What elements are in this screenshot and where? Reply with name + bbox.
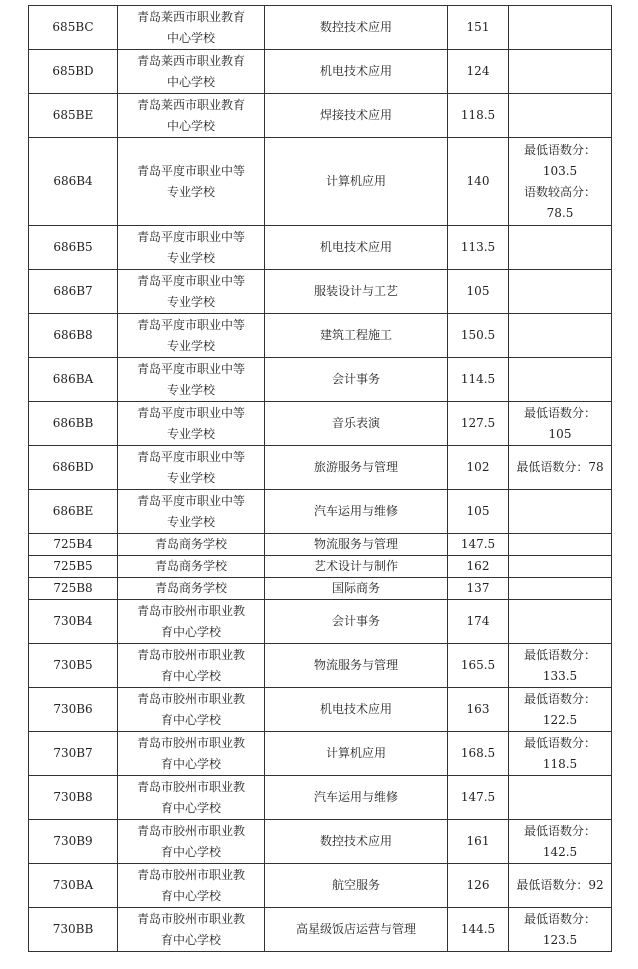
program-code-cell: 730B7 [29, 732, 118, 776]
major-name-cell: 计算机应用 [265, 732, 448, 776]
note-cell [509, 578, 612, 600]
school-name-line: 青岛市胶州市职业教 [136, 691, 245, 706]
school-name-cell [118, 600, 265, 644]
school-name-cell [118, 6, 265, 50]
table-row [29, 600, 612, 644]
note-cell: 最低语数分： 103.5 语数较高分： 78.5 [509, 138, 612, 226]
table-row [29, 490, 612, 534]
school-name-line: 育中心学校 [160, 888, 221, 903]
school-name-cell [118, 534, 265, 556]
note-cell: 最低语数分： 133.5 [509, 644, 612, 688]
program-code-cell: 685BC [29, 6, 118, 50]
min-score-cell: 147.5 [448, 776, 509, 820]
major-name-cell: 汽车运用与维修 [265, 490, 448, 534]
school-name-line: 专业学校 [166, 382, 215, 397]
note-cell: 最低语数分：92 [509, 864, 612, 908]
program-code-cell: 686B4 [29, 138, 118, 226]
table-row [29, 534, 612, 556]
school-name-line: 育中心学校 [160, 800, 221, 815]
program-code-cell: 686BB [29, 402, 118, 446]
major-name-cell: 焊接技术应用 [265, 94, 448, 138]
school-name-line: 青岛商务学校 [154, 559, 227, 573]
note-cell [509, 270, 612, 314]
school-name-line: 中心学校 [166, 118, 215, 133]
school-name-line: 专业学校 [166, 426, 215, 441]
min-score-cell: 118.5 [448, 94, 509, 138]
school-name-cell [118, 490, 265, 534]
school-name-line: 青岛商务学校 [154, 537, 227, 551]
school-name-line: 青岛莱西市职业教育 [136, 53, 245, 68]
program-code-cell: 725B4 [29, 534, 118, 556]
note-cell [509, 314, 612, 358]
school-name-cell [118, 358, 265, 402]
major-name-cell: 旅游服务与管理 [265, 446, 448, 490]
major-name-cell: 航空服务 [265, 864, 448, 908]
program-code-cell: 725B8 [29, 578, 118, 600]
school-name-line: 青岛莱西市职业教育 [136, 97, 245, 112]
program-code-cell: 730BB [29, 908, 118, 952]
min-score-cell: 161 [448, 820, 509, 864]
school-name-line: 青岛平度市职业中等 [136, 163, 245, 178]
school-name-line: 青岛平度市职业中等 [136, 493, 245, 508]
table-row [29, 908, 612, 952]
school-name-line: 专业学校 [166, 294, 215, 309]
table-row [29, 864, 612, 908]
program-code-cell: 730B5 [29, 644, 118, 688]
note-cell [509, 94, 612, 138]
major-name-cell: 物流服务与管理 [265, 644, 448, 688]
school-name-line: 专业学校 [166, 250, 215, 265]
note-cell [509, 600, 612, 644]
school-name-cell [118, 226, 265, 270]
note-cell: 最低语数分：105 [509, 402, 612, 446]
table-row [29, 50, 612, 94]
note-cell [509, 50, 612, 94]
major-name-cell: 机电技术应用 [265, 226, 448, 270]
program-code-cell: 730BA [29, 864, 118, 908]
major-name-cell: 机电技术应用 [265, 688, 448, 732]
table-row [29, 688, 612, 732]
school-name-cell [118, 138, 265, 226]
school-name-line: 青岛市胶州市职业教 [136, 779, 245, 794]
school-name-cell [118, 908, 265, 952]
major-name-cell: 计算机应用 [265, 138, 448, 226]
school-name-cell [118, 688, 265, 732]
school-name-line: 青岛市胶州市职业教 [136, 911, 245, 926]
school-name-line: 青岛平度市职业中等 [136, 317, 245, 332]
table-row [29, 270, 612, 314]
table-row [29, 556, 612, 578]
school-name-line: 专业学校 [166, 470, 215, 485]
table-row [29, 578, 612, 600]
min-score-cell: 102 [448, 446, 509, 490]
min-score-cell: 113.5 [448, 226, 509, 270]
min-score-cell: 140 [448, 138, 509, 226]
min-score-cell: 162 [448, 556, 509, 578]
school-name-line: 专业学校 [166, 514, 215, 529]
table-row [29, 402, 612, 446]
table-row [29, 138, 612, 226]
note-cell: 最低语数分： 122.5 [509, 688, 612, 732]
note-cell: 最低语数分：78 [509, 446, 612, 490]
major-name-cell: 数控技术应用 [265, 820, 448, 864]
program-code-cell: 686B7 [29, 270, 118, 314]
school-name-line: 青岛平度市职业中等 [136, 405, 245, 420]
table-row [29, 226, 612, 270]
school-name-line: 育中心学校 [160, 712, 221, 727]
note-cell [509, 776, 612, 820]
min-score-cell: 127.5 [448, 402, 509, 446]
major-name-cell: 会计事务 [265, 600, 448, 644]
school-name-cell [118, 820, 265, 864]
program-code-cell: 686B5 [29, 226, 118, 270]
school-name-line: 育中心学校 [160, 932, 221, 947]
major-name-cell: 国际商务 [265, 578, 448, 600]
school-name-line: 青岛莱西市职业教育 [136, 9, 245, 24]
min-score-cell: 137 [448, 578, 509, 600]
min-score-cell: 168.5 [448, 732, 509, 776]
major-name-cell: 服装设计与工艺 [265, 270, 448, 314]
school-name-line: 育中心学校 [160, 844, 221, 859]
school-name-cell [118, 556, 265, 578]
school-name-cell [118, 864, 265, 908]
major-name-cell: 物流服务与管理 [265, 534, 448, 556]
program-code-cell: 686BE [29, 490, 118, 534]
school-name-line: 青岛市胶州市职业教 [136, 735, 245, 750]
note-cell [509, 6, 612, 50]
min-score-cell: 144.5 [448, 908, 509, 952]
major-name-cell: 会计事务 [265, 358, 448, 402]
min-score-cell: 150.5 [448, 314, 509, 358]
table-row [29, 358, 612, 402]
school-name-line: 青岛商务学校 [154, 581, 227, 595]
school-name-cell [118, 732, 265, 776]
min-score-cell: 163 [448, 688, 509, 732]
school-name-cell [118, 446, 265, 490]
school-name-cell [118, 402, 265, 446]
major-name-cell: 音乐表演 [265, 402, 448, 446]
table-row [29, 446, 612, 490]
school-name-line: 青岛市胶州市职业教 [136, 603, 245, 618]
table-row [29, 820, 612, 864]
school-name-cell [118, 50, 265, 94]
note-cell [509, 490, 612, 534]
major-name-cell: 机电技术应用 [265, 50, 448, 94]
min-score-cell: 174 [448, 600, 509, 644]
major-name-cell: 建筑工程施工 [265, 314, 448, 358]
note-cell: 最低语数分： 118.5 [509, 732, 612, 776]
min-score-cell: 114.5 [448, 358, 509, 402]
program-code-cell: 685BD [29, 50, 118, 94]
program-code-cell: 686B8 [29, 314, 118, 358]
school-name-line: 青岛平度市职业中等 [136, 449, 245, 464]
min-score-cell: 147.5 [448, 534, 509, 556]
program-code-cell: 686BA [29, 358, 118, 402]
major-name-cell: 艺术设计与制作 [265, 556, 448, 578]
table-row [29, 644, 612, 688]
school-name-line: 育中心学校 [160, 624, 221, 639]
school-name-line: 中心学校 [166, 74, 215, 89]
table-row [29, 732, 612, 776]
table-body [29, 6, 612, 952]
min-score-cell: 126 [448, 864, 509, 908]
program-code-cell: 725B5 [29, 556, 118, 578]
school-name-line: 中心学校 [166, 30, 215, 45]
program-code-cell: 730B6 [29, 688, 118, 732]
school-name-line: 专业学校 [166, 184, 215, 199]
program-code-cell: 686BD [29, 446, 118, 490]
admission-score-table [28, 5, 612, 952]
school-name-cell [118, 644, 265, 688]
program-code-cell: 730B9 [29, 820, 118, 864]
school-name-line: 青岛市胶州市职业教 [136, 647, 245, 662]
min-score-cell: 151 [448, 6, 509, 50]
major-name-cell: 数控技术应用 [265, 6, 448, 50]
program-code-cell: 730B4 [29, 600, 118, 644]
school-name-line: 青岛平度市职业中等 [136, 361, 245, 376]
school-name-line: 专业学校 [166, 338, 215, 353]
note-cell [509, 556, 612, 578]
school-name-cell [118, 270, 265, 314]
school-name-cell [118, 94, 265, 138]
school-name-line: 青岛市胶州市职业教 [136, 867, 245, 882]
school-name-cell [118, 578, 265, 600]
major-name-cell: 高星级饭店运营与管理 [265, 908, 448, 952]
min-score-cell: 165.5 [448, 644, 509, 688]
min-score-cell: 105 [448, 270, 509, 314]
program-code-cell: 685BE [29, 94, 118, 138]
school-name-line: 青岛市胶州市职业教 [136, 823, 245, 838]
major-name-cell: 汽车运用与维修 [265, 776, 448, 820]
note-cell: 最低语数分： 123.5 [509, 908, 612, 952]
school-name-line: 青岛平度市职业中等 [136, 273, 245, 288]
table-row [29, 314, 612, 358]
program-code-cell: 730B8 [29, 776, 118, 820]
school-name-line: 青岛平度市职业中等 [136, 229, 245, 244]
school-name-cell [118, 314, 265, 358]
note-cell [509, 226, 612, 270]
note-cell [509, 358, 612, 402]
min-score-cell: 105 [448, 490, 509, 534]
table-row [29, 6, 612, 50]
note-cell: 最低语数分： 142.5 [509, 820, 612, 864]
table-row [29, 776, 612, 820]
note-cell [509, 534, 612, 556]
min-score-cell: 124 [448, 50, 509, 94]
table-row [29, 94, 612, 138]
school-name-line: 育中心学校 [160, 668, 221, 683]
school-name-cell [118, 776, 265, 820]
school-name-line: 育中心学校 [160, 756, 221, 771]
